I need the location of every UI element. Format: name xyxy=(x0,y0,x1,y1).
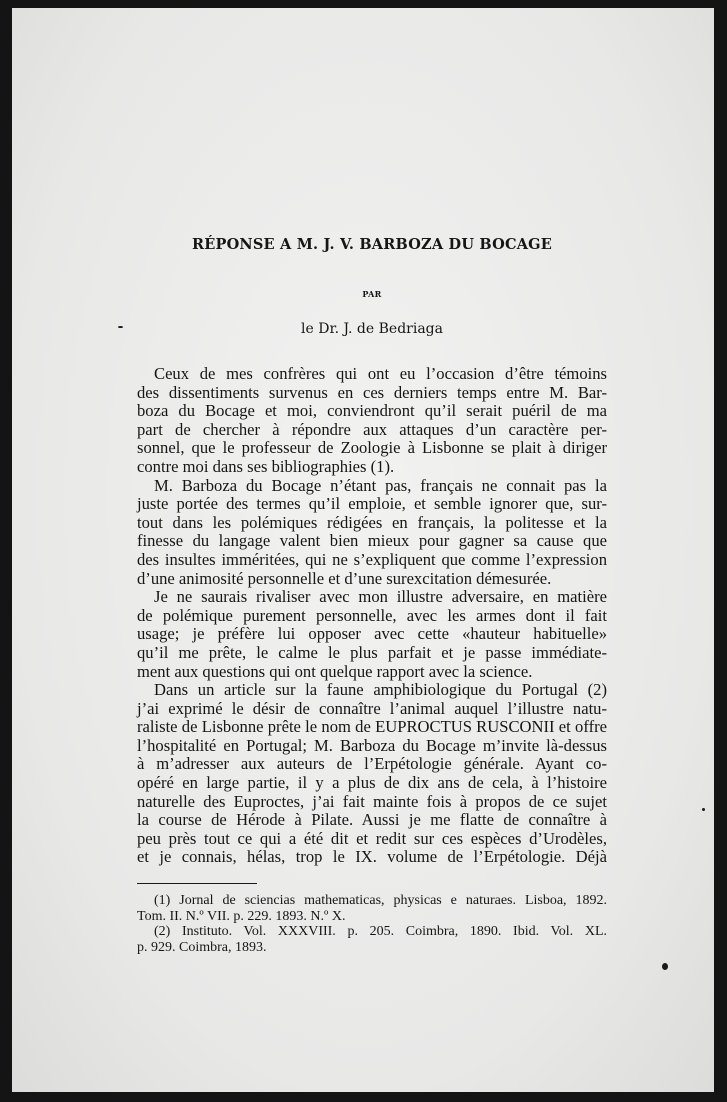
text-line: Je ne saurais rivaliser avec mon illustre adversaire, en matière xyxy=(154,587,607,607)
footnote-line: (2) Instituto. Vol. XXXVIII. p. 205. Coimbra, 1890. Ibid. Vol. XL. xyxy=(154,924,607,939)
text-line: boza du Bocage et moi, conviendront qu’il serait puéril de ma xyxy=(137,401,607,421)
text-line: finesse du langage valent bien mieux pour gagner sa cause que xyxy=(137,531,607,551)
page xyxy=(12,8,714,1092)
text-line: à m’adresser aux auteurs de l’Erpétologie générale. Ayant co- xyxy=(137,754,607,774)
text-line: j’ai exprimé le désir de connaître l’animal auquel l’illustre natu- xyxy=(137,698,607,718)
text-line: sonnel, que le professeur de Zoologie à Lisbonne se plait à diriger xyxy=(137,438,607,458)
text-line: d’une animosité personnelle et d’une surexcitation démesurée. xyxy=(137,568,552,588)
paragraph-4 xyxy=(137,681,607,867)
byline-par: PAR xyxy=(362,289,382,299)
text-line: juste portée des termes qu’il emploie, et semble ignorer que, sur- xyxy=(137,494,607,514)
text-line: peu près tout ce qui a été dit et redit sur ces espèces d’Urodèles, xyxy=(137,828,607,848)
footnote-line: Tom. II. N.º VII. p. 229. 1893. N.º X. xyxy=(137,908,346,924)
text-line: naturelle des Euproctes, j’ai fait mainte fois à propos de ce sujet xyxy=(137,791,607,811)
text-column xyxy=(137,8,607,1092)
article-title: RÉPONSE A M. J. V. BARBOZA DU BOCAGE xyxy=(192,236,552,253)
footnote-line: (1) Jornal de sciencias mathematicas, physicas e naturaes. Lisboa, 1892. xyxy=(154,893,607,908)
scan-speck xyxy=(118,326,123,328)
text-line: l’hospitalité en Portugal; M. Barboza du Bocage m’invite là-dessus xyxy=(137,735,607,755)
text-line: part de chercher à répondre aux attaques d’un caractère per- xyxy=(137,419,607,439)
paragraph-1 xyxy=(137,365,607,477)
paragraph-2 xyxy=(137,477,607,589)
body-text xyxy=(137,365,607,867)
text-line: des dissentiments survenus en ces derniers temps entre M. Bar- xyxy=(137,382,607,402)
text-line: raliste de Lisbonne prête le nom de EUPROCTUS RUSCONII et offre xyxy=(137,717,607,737)
text-line: usage; je préfère lui opposer avec cette «hauteur habituelle» xyxy=(137,624,607,644)
text-line: des insultes imméritées, qui ne s’expliquent que comme l’expression xyxy=(137,549,607,569)
text-line: Ceux de mes confrères qui ont eu l’occasion d’être témoins xyxy=(154,364,607,383)
text-line: de polémique purement personnelle, avec les armes dont il fait xyxy=(137,605,607,625)
paragraph-3 xyxy=(137,588,607,681)
scan-speck xyxy=(662,963,668,970)
text-line: contre moi dans ses bibliographies (1). xyxy=(137,456,395,476)
footnotes xyxy=(137,893,607,955)
footnote-line: p. 929. Coimbra, 1893. xyxy=(137,939,267,955)
scan-speck xyxy=(702,808,705,811)
footnote-divider xyxy=(137,883,257,884)
text-line: qu’il me prête, le calme le plus parfait et je passe immédiate- xyxy=(137,642,607,662)
text-line: et je connais, hélas, trop le IX. volume de l’Erpétologie. Déjà xyxy=(137,847,607,867)
text-line: ment aux questions qui ont quelque rapport avec la science. xyxy=(137,661,533,681)
text-line: opéré en large partie, il y a plus de dix ans de cela, à l’histoire xyxy=(137,773,607,793)
text-line: la course de Hérode à Pilate. Aussi je me flatte de connaître à xyxy=(137,810,607,830)
text-line: tout dans les polémiques rédigées en français, la politesse et la xyxy=(137,512,607,532)
text-line: M. Barboza du Bocage n’étant pas, français ne connait pas la xyxy=(154,475,607,495)
author-line: le Dr. J. de Bedriaga xyxy=(301,321,443,337)
text-line: Dans un article sur la faune amphibiologique du Portugal (2) xyxy=(154,680,607,700)
